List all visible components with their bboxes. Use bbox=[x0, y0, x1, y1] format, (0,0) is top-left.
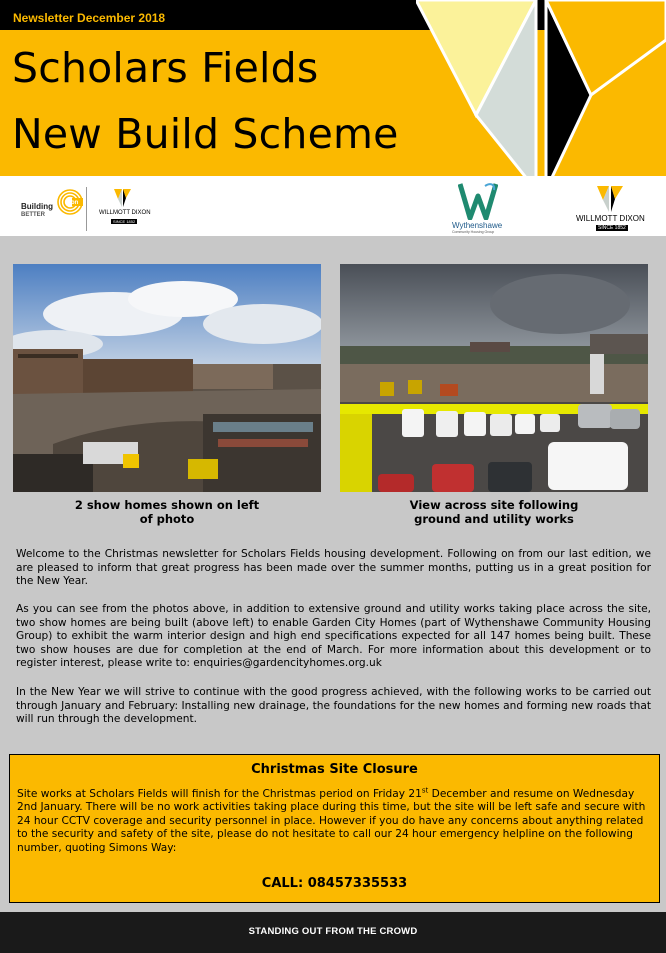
construction-site-photo bbox=[13, 264, 321, 492]
building-on-better-icon bbox=[57, 189, 83, 215]
bob-line1: Building bbox=[21, 202, 53, 211]
christmas-closure-box bbox=[9, 754, 660, 903]
new-year-paragraph: In the New Year we will strive to continue with the good progress achieved, with the following works to be carried out through January and February: Installing new drainage, the foundations for the new homes and forming new roads that will run through the development. bbox=[16, 686, 651, 725]
intro-paragraph: Welcome to the Christmas newsletter for Scholars Fields housing development. Following on from our last edition, we are pleased to inform that great progress has been made over the summer months, putting us in a great position for the New Year. bbox=[16, 548, 651, 587]
bob-line2: BETTER bbox=[21, 212, 45, 218]
photo-caption-1: 2 show homes shown on left of photo bbox=[74, 498, 260, 526]
triangle-graphic bbox=[416, 0, 666, 190]
building-on-better-logo bbox=[13, 185, 158, 233]
wythenshawe-w-icon bbox=[458, 182, 498, 220]
page-title-line2: New Build Scheme bbox=[12, 110, 399, 158]
wythenshawe-name: Wythenshawe bbox=[452, 221, 503, 230]
progress-paragraph: As you can see from the photos above, in addition to extensive ground and utility works taking place across the site, two show homes are being built (above left) to enable Garden City Homes (part of Wythenshawe Community Housing Group) to exhibit the warm interior design and high end specifications expected for all 147 homes being built. These two show houses are due for completion at the end of March. For more information about this development or to register interest, please write to: enquiries@gardencityhomes.org.uk bbox=[16, 603, 651, 669]
bob-on: on bbox=[71, 200, 79, 206]
closure-text-sup: st bbox=[421, 786, 429, 795]
footer-tagline: STANDING OUT FROM THE CROWD bbox=[248, 926, 418, 937]
closure-text-a: Site works at Scholars Fields will finish for the Christmas period on Friday 21 bbox=[17, 788, 422, 800]
closure-text-b: December and resume on Wednesday 2nd January. There will be no work activities taking place during this time, but the site will be left safe and secure with 24 hour CCTV coverage and security personnel in place. However if you do have any concerns about anything related to the security and safety of the site, please do not hesitate to call our 24 hour emergency helpline on the following number, quoting Simons Way: bbox=[17, 788, 646, 854]
wythenshawe-tagline: Community Housing Group bbox=[452, 230, 495, 234]
willmott-dixon-small-since: SINCE 1852 bbox=[113, 219, 136, 224]
willmott-dixon-small-name: WILLMOTT DIXON bbox=[99, 210, 151, 216]
logo-divider bbox=[86, 187, 87, 231]
closure-text bbox=[17, 788, 652, 855]
willmott-dixon-large-since: SINCE 1852 bbox=[598, 225, 626, 231]
issue-label: Newsletter December 2018 bbox=[13, 11, 166, 25]
emergency-call-number: CALL: 08457335533 bbox=[261, 876, 408, 891]
willmott-dixon-small-icon bbox=[114, 189, 131, 207]
page-title-line1: Scholars Fields bbox=[12, 44, 319, 92]
footer-bar bbox=[0, 912, 666, 953]
site-vans-photo bbox=[340, 264, 648, 492]
willmott-dixon-large-name: WILLMOTT DIXON bbox=[576, 214, 645, 223]
closure-title: Christmas Site Closure bbox=[251, 762, 418, 777]
willmott-dixon-large-icon bbox=[597, 186, 623, 212]
photo-caption-2: View across site following ground and utility works bbox=[409, 498, 579, 526]
